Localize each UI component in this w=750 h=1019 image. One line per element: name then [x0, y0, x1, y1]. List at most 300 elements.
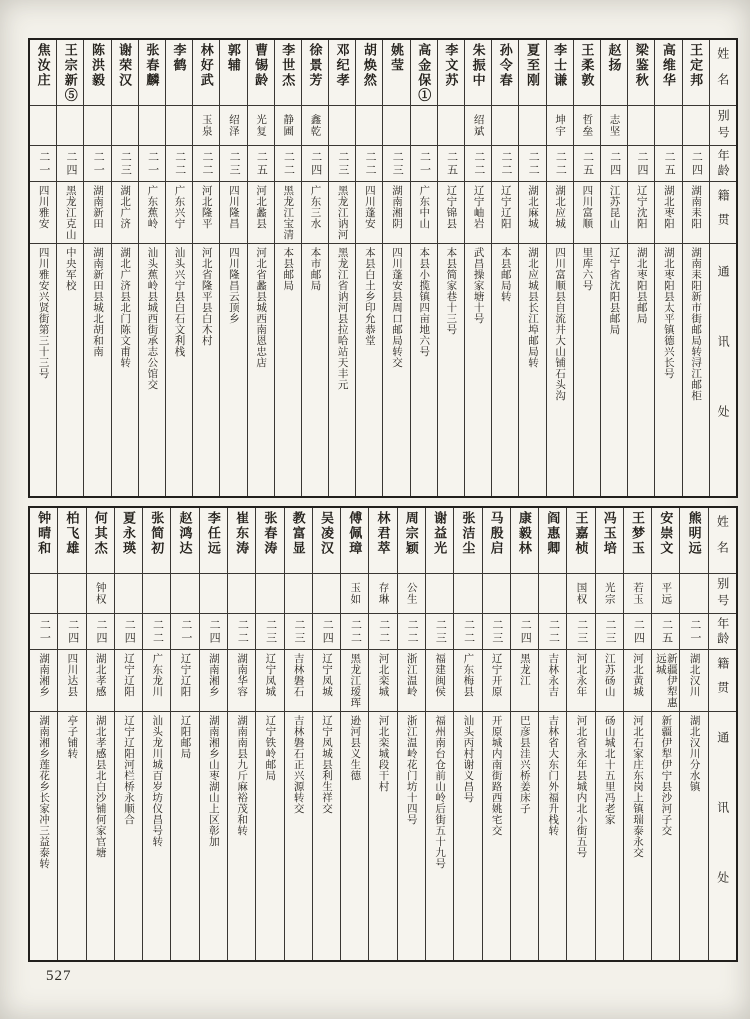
name-text: 教富显: [290, 511, 306, 556]
byname-text: 公生: [405, 582, 418, 605]
address-cell: [680, 712, 707, 960]
age-cell: [454, 614, 481, 650]
age-text: 二二: [377, 618, 390, 645]
name-text: 王定邦: [688, 43, 704, 88]
address-text: 四川隆昌云顶乡: [227, 247, 240, 324]
address-cell: [383, 244, 409, 496]
address-cell: [57, 244, 83, 496]
name-text: 张春涛: [262, 511, 278, 556]
age-cell: [115, 614, 142, 650]
name-text: 柏飞雄: [64, 511, 80, 556]
person-column: [680, 508, 708, 960]
native-text: 河北永年: [575, 653, 588, 697]
byname-text: 玉泉: [200, 114, 213, 137]
age-text: 二五: [663, 150, 676, 177]
age-cell: [655, 146, 681, 182]
header-label-name: 姓名: [715, 46, 730, 99]
age-text: 二二: [472, 150, 485, 177]
native-text: 辽宁岫岩: [472, 185, 485, 229]
age-cell: [87, 614, 114, 650]
person-column: [628, 40, 655, 496]
address-text: 湖南耒阳新市街邮局转浔江邮柜: [690, 247, 703, 401]
native-cell: [511, 650, 538, 712]
age-text: 二二: [151, 618, 164, 645]
native-text: 湖北汉川: [688, 653, 701, 697]
name-text: 胡焕然: [361, 43, 377, 88]
byname-text: 平远: [660, 582, 673, 605]
native-cell: [652, 650, 679, 712]
age-cell: [383, 146, 409, 182]
header-label-name-cell: [709, 508, 736, 574]
age-cell: [58, 614, 85, 650]
age-cell: [228, 614, 255, 650]
address-cell: [465, 244, 491, 496]
native-text: 湖北应城: [554, 185, 567, 229]
native-cell: [655, 182, 681, 244]
address-cell: [329, 244, 355, 496]
age-cell: [30, 614, 57, 650]
native-text: 浙江温岭: [405, 653, 418, 697]
native-text: 辽宁辽阳: [499, 185, 512, 229]
byname-cell: [574, 106, 600, 146]
native-text: 江苏砀山: [603, 653, 616, 697]
native-text: 江苏昆山: [608, 185, 621, 229]
native-cell: [567, 650, 594, 712]
name-cell: [200, 508, 227, 574]
name-text: 谢荣汉: [117, 43, 133, 88]
address-cell: [492, 244, 518, 496]
address-cell: [519, 244, 545, 496]
age-text: 二二: [547, 618, 560, 645]
address-text: 四川蓬安县周口邮局转交: [391, 247, 404, 368]
name-text: 朱振中: [470, 43, 486, 88]
age-cell: [438, 146, 464, 182]
native-cell: [275, 182, 301, 244]
address-text: 湖南湘乡莲花乡长家冲三益泰转: [38, 715, 51, 869]
byname-text: 国权: [575, 582, 588, 605]
person-column: [87, 508, 115, 960]
address-cell: [275, 244, 301, 496]
person-column: [492, 40, 519, 496]
name-text: 李文苏: [443, 43, 459, 88]
native-cell: [171, 650, 198, 712]
address-cell: [285, 712, 312, 960]
name-text: 吴凌汉: [318, 511, 334, 556]
name-cell: [115, 508, 142, 574]
address-cell: [200, 712, 227, 960]
native-text: 湖南湘乡: [38, 653, 51, 697]
person-column: [171, 508, 199, 960]
address-text: 本县邮局: [282, 247, 295, 291]
address-text: 本县简家巷十三号: [445, 247, 458, 335]
native-text: 四川达县: [66, 653, 79, 697]
native-text: 福建闽侯: [434, 653, 447, 697]
native-cell: [628, 182, 654, 244]
page-number: 527: [46, 968, 72, 984]
address-cell: [193, 244, 219, 496]
native-cell: [426, 650, 453, 712]
address-text: 汕头龙川城百岁坊仪昌号转: [151, 715, 164, 847]
byname-text: 哲垒: [581, 114, 594, 137]
name-cell: [492, 40, 518, 106]
person-column: [143, 508, 171, 960]
age-cell: [200, 614, 227, 650]
person-column: [341, 508, 369, 960]
native-text: 湖北麻城: [526, 185, 539, 229]
name-cell: [454, 508, 481, 574]
native-cell: [248, 182, 274, 244]
name-cell: [30, 508, 57, 574]
person-column: [411, 40, 438, 496]
person-column: [193, 40, 220, 496]
address-cell: [115, 712, 142, 960]
address-text: 黑龙江省讷河县拉哈站天丰元: [336, 247, 349, 390]
address-text: 汕头丙村谢义昌号: [462, 715, 475, 803]
address-cell: [30, 244, 56, 496]
name-cell: [601, 40, 627, 106]
age-cell: [139, 146, 165, 182]
address-text: 湖北应城县长江埠邮局转: [526, 247, 539, 368]
age-text: 二四: [321, 618, 334, 645]
byname-cell: [398, 574, 425, 614]
registry-table-bottom: [28, 506, 738, 962]
byname-cell: [313, 574, 340, 614]
address-text: 亭子铺转: [66, 715, 79, 759]
native-text: 辽宁辽阳: [179, 653, 192, 697]
age-text: 二三: [434, 618, 447, 645]
name-text: 王嘉桢: [573, 511, 589, 556]
name-cell: [519, 40, 545, 106]
name-text: 赵鸿达: [177, 511, 193, 556]
native-text: 四川富顺: [581, 185, 594, 229]
age-cell: [220, 146, 246, 182]
age-text: 二三: [292, 618, 305, 645]
native-text: 吉林磐石: [292, 653, 305, 697]
address-text: 湖北孝感县北白沙铺何家官塘: [94, 715, 107, 858]
name-cell: [228, 508, 255, 574]
native-text: 广东中山: [418, 185, 431, 229]
person-column: [369, 508, 397, 960]
byname-cell: [285, 574, 312, 614]
age-text: 二二: [236, 618, 249, 645]
age-text: 二二: [173, 150, 186, 177]
person-column: [115, 508, 143, 960]
byname-cell: [652, 574, 679, 614]
address-text: 巴彦县洼兴桥姜床子: [518, 715, 531, 814]
native-text: 广东梅县: [462, 653, 475, 697]
age-cell: [426, 614, 453, 650]
person-column: [30, 508, 58, 960]
address-cell: [624, 712, 651, 960]
native-text: 河北黄城: [632, 653, 645, 697]
byname-cell: [438, 106, 464, 146]
native-cell: [84, 182, 110, 244]
native-cell: [465, 182, 491, 244]
age-cell: [341, 614, 368, 650]
address-cell: [426, 712, 453, 960]
name-cell: [369, 508, 396, 574]
byname-cell: [87, 574, 114, 614]
native-cell: [115, 650, 142, 712]
address-cell: [628, 244, 654, 496]
address-text: 河北栾城段干村: [377, 715, 390, 792]
age-text: 二二: [364, 150, 377, 177]
byname-cell: [601, 106, 627, 146]
address-cell: [369, 712, 396, 960]
header-label-address-cell: [710, 244, 736, 496]
byname-cell: [356, 106, 382, 146]
age-cell: [313, 614, 340, 650]
native-cell: [539, 650, 566, 712]
byname-cell: [411, 106, 437, 146]
age-cell: [683, 146, 709, 182]
age-text: 二五: [660, 618, 673, 645]
name-cell: [411, 40, 437, 106]
person-column: [228, 508, 256, 960]
name-text: 高金保①: [416, 43, 432, 103]
native-cell: [680, 650, 707, 712]
native-text: 广东三水: [309, 185, 322, 229]
native-text: 辽宁辽阳: [122, 653, 135, 697]
name-cell: [652, 508, 679, 574]
person-column: [256, 508, 284, 960]
address-cell: [341, 712, 368, 960]
address-text: 吉林省大东门外福升栈转: [547, 715, 560, 836]
name-cell: [628, 40, 654, 106]
age-cell: [574, 146, 600, 182]
age-text: 二一: [37, 150, 50, 177]
name-text: 张洁尘: [460, 511, 476, 556]
address-cell: [547, 244, 573, 496]
tables-wrap: [28, 38, 738, 962]
name-text: 陈洪毅: [89, 43, 105, 88]
person-column: [574, 40, 601, 496]
byname-cell: [139, 106, 165, 146]
name-cell: [329, 40, 355, 106]
address-cell: [30, 712, 57, 960]
header-label-address-cell: [709, 712, 736, 960]
native-cell: [398, 650, 425, 712]
address-cell: [256, 712, 283, 960]
age-text: 二四: [208, 618, 221, 645]
native-cell: [313, 650, 340, 712]
name-cell: [166, 40, 192, 106]
address-text: 辽阳邮局: [179, 715, 192, 759]
age-text: 二二: [200, 150, 213, 177]
name-text: 李士谦: [552, 43, 568, 88]
name-text: 熊明远: [686, 511, 702, 556]
name-text: 梁鉴秋: [633, 43, 649, 88]
native-cell: [492, 182, 518, 244]
byname-text: 绍斌: [472, 114, 485, 137]
name-text: 周宗颖: [403, 511, 419, 556]
byname-cell: [193, 106, 219, 146]
age-cell: [567, 614, 594, 650]
age-text: 二三: [575, 618, 588, 645]
address-cell: [567, 712, 594, 960]
byname-cell: [143, 574, 170, 614]
byname-cell: [256, 574, 283, 614]
byname-text: 光复: [255, 114, 268, 137]
person-column: [683, 40, 710, 496]
person-column: [166, 40, 193, 496]
byname-cell: [302, 106, 328, 146]
age-text: 二二: [500, 150, 513, 177]
native-cell: [200, 650, 227, 712]
byname-cell: [624, 574, 651, 614]
name-cell: [465, 40, 491, 106]
native-cell: [547, 182, 573, 244]
native-cell: [356, 182, 382, 244]
age-cell: [519, 146, 545, 182]
address-text: 河北石家庄东岗上镇瑞泰永交: [632, 715, 645, 858]
name-text: 高维华: [660, 43, 676, 88]
age-text: 二四: [309, 150, 322, 177]
age-text: 二四: [65, 150, 78, 177]
header-label-address: 通讯处: [715, 731, 730, 941]
name-cell: [426, 508, 453, 574]
native-cell: [87, 650, 114, 712]
native-cell: [57, 182, 83, 244]
age-text: 二三: [490, 618, 503, 645]
address-cell: [655, 244, 681, 496]
byname-cell: [112, 106, 138, 146]
native-text: 四川雅安: [37, 185, 50, 229]
age-cell: [171, 614, 198, 650]
address-text: 湖南南县九斤麻裕茂和转: [236, 715, 249, 836]
age-cell: [601, 146, 627, 182]
name-cell: [139, 40, 165, 106]
age-text: 二四: [519, 618, 532, 645]
name-text: 林好武: [198, 43, 214, 88]
name-cell: [574, 40, 600, 106]
native-cell: [601, 182, 627, 244]
age-cell: [624, 614, 651, 650]
header-label-byname: 别号: [715, 576, 730, 611]
age-cell: [84, 146, 110, 182]
name-cell: [356, 40, 382, 106]
byname-text: 玉如: [349, 582, 362, 605]
name-cell: [112, 40, 138, 106]
name-cell: [87, 508, 114, 574]
native-cell: [369, 650, 396, 712]
header-label-byname-cell: [710, 106, 736, 146]
native-cell: [596, 650, 623, 712]
byname-text: 绍泽: [227, 114, 240, 137]
name-cell: [275, 40, 301, 106]
native-cell: [112, 182, 138, 244]
address-cell: [58, 712, 85, 960]
person-column: [57, 40, 84, 496]
age-text: 二五: [445, 150, 458, 177]
byname-cell: [341, 574, 368, 614]
address-cell: [313, 712, 340, 960]
native-cell: [166, 182, 192, 244]
address-text: 吉林磐石正兴源转交: [292, 715, 305, 814]
name-text: 马殷启: [488, 511, 504, 556]
header-column: [709, 508, 736, 960]
age-cell: [356, 146, 382, 182]
age-text: 二三: [604, 618, 617, 645]
address-cell: [454, 712, 481, 960]
age-cell: [492, 146, 518, 182]
native-cell: [302, 182, 328, 244]
header-label-name-cell: [710, 40, 736, 106]
person-column: [511, 508, 539, 960]
age-text: 二二: [554, 150, 567, 177]
byname-cell: [511, 574, 538, 614]
registry-table-top: [28, 38, 738, 498]
age-text: 二二: [406, 618, 419, 645]
person-column: [465, 40, 492, 496]
native-cell: [341, 650, 368, 712]
native-cell: [624, 650, 651, 712]
address-cell: [652, 712, 679, 960]
name-text: 张春麟: [144, 43, 160, 88]
byname-cell: [628, 106, 654, 146]
byname-cell: [57, 106, 83, 146]
name-cell: [567, 508, 594, 574]
age-cell: [680, 614, 707, 650]
native-text: 四川隆昌: [227, 185, 240, 229]
address-text: 汕头蕉岭县城西街承志公馆交: [146, 247, 159, 390]
address-cell: [228, 712, 255, 960]
age-cell: [369, 614, 396, 650]
person-column: [655, 40, 682, 496]
byname-text: 志坚: [608, 114, 621, 137]
byname-cell: [220, 106, 246, 146]
byname-cell: [84, 106, 110, 146]
name-text: 李鹤: [171, 43, 187, 73]
name-text: 张简初: [149, 511, 165, 556]
header-label-native-cell: [709, 650, 736, 712]
native-cell: [30, 182, 56, 244]
person-column: [454, 508, 482, 960]
byname-cell: [655, 106, 681, 146]
name-cell: [539, 508, 566, 574]
person-column: [275, 40, 302, 496]
person-column: [285, 508, 313, 960]
name-cell: [438, 40, 464, 106]
name-text: 崔东涛: [234, 511, 250, 556]
native-cell: [383, 182, 409, 244]
address-cell: [248, 244, 274, 496]
person-column: [438, 40, 465, 496]
native-text: 辽宁开原: [490, 653, 503, 697]
native-text: 辽宁沈阳: [635, 185, 648, 229]
native-cell: [228, 650, 255, 712]
native-text: 湖北枣阳: [662, 185, 675, 229]
name-text: 孙令春: [497, 43, 513, 88]
byname-cell: [329, 106, 355, 146]
name-text: 王梦玉: [630, 511, 646, 556]
age-cell: [275, 146, 301, 182]
name-cell: [483, 508, 510, 574]
address-cell: [84, 244, 110, 496]
age-text: 二四: [632, 618, 645, 645]
address-text: 湖南新田县城北胡和南: [91, 247, 104, 357]
name-text: 何其杰: [92, 511, 108, 556]
name-text: 谢益光: [432, 511, 448, 556]
native-text: 广东龙川: [151, 653, 164, 697]
address-text: 里库六号: [581, 247, 594, 291]
address-text: 中央军校: [64, 247, 77, 291]
header-label-native-cell: [710, 182, 736, 244]
name-cell: [57, 40, 83, 106]
name-text: 夏永瑛: [120, 511, 136, 556]
age-text: 二二: [462, 618, 475, 645]
name-cell: [220, 40, 246, 106]
